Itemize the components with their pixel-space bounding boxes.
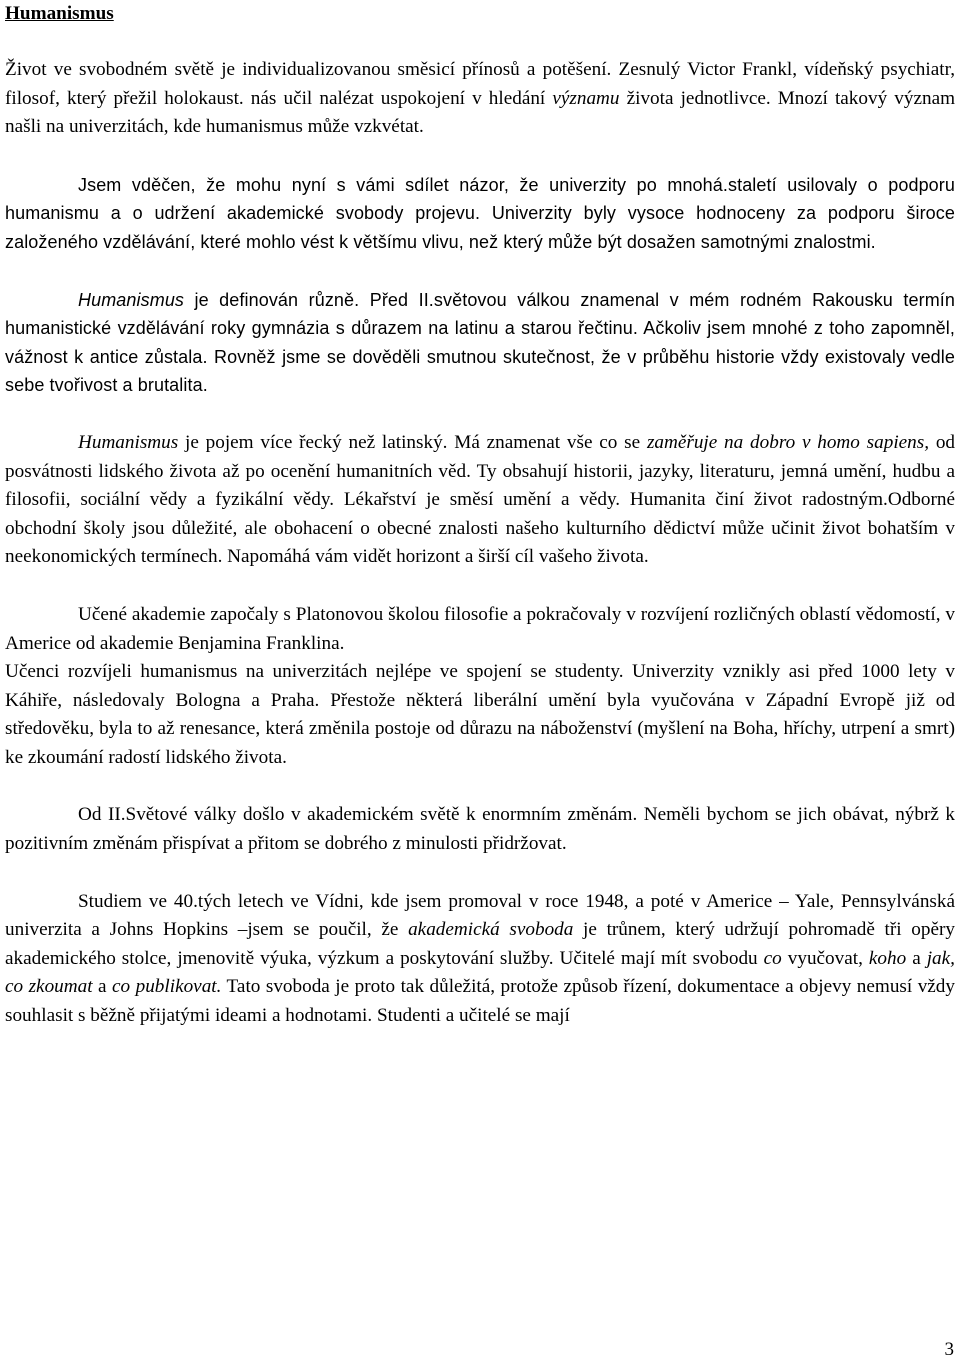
- italic-run: co publikovat.: [112, 976, 222, 998]
- paragraph-1: [5, 56, 955, 142]
- italic-run: významu: [552, 87, 620, 109]
- text-run: je pojem více řecký než latinský. Má znamenat vše co se: [178, 431, 647, 453]
- italic-run: akademická svoboda: [408, 919, 574, 941]
- text-run: a: [92, 976, 113, 998]
- paragraph-4: [5, 429, 955, 572]
- italic-run: jak, co zkoumat: [5, 947, 955, 998]
- paragraph-3: [5, 286, 955, 400]
- text-run: Tato svoboda je proto tak důležitá, protože způsob řízení, dokumentace a objevy nemusí vždy souhlasit s běžně přijatými ideami a hodnotami. Studenti a učitelé se mají: [5, 976, 955, 1027]
- paragraph-8: [5, 888, 955, 1031]
- text-run: je definován různě. Před II.světovou válkou znamenal v mém rodném Rakousku termín humanistické vzdělávání roky gymnázia s důrazem na latinu a starou řečtinu. Ačkoliv jsem mnohé z toho zapomněl, vážnost k antice zůstala. Rovněž jsme se dověděli smutnou skutečnost, že v průběhu historie vždy existovaly vedle sebe tvořivost a brutalita.: [5, 289, 955, 396]
- document-title: Humanismus: [5, 3, 114, 24]
- italic-run: Humanismus: [78, 431, 179, 453]
- text-run: od posvátnosti lidského života až po ocenění humanitních věd. Ty obsahují historii, jazyky, literaturu, jemná umění, hudbu a filosofii, sociální vědy a fyzikální vědy. Lékařství je směsí umění a vědy. Humanita činí život radostným.Odborné obchodní školy jsou důležité, ale obohacení o obecné znalosti našeho kulturního dědictví může učinit život bohatším v neekonomických termínech. Napomáhá vám vidět horizont a širší cíl vašeho života.: [5, 431, 956, 568]
- italic-run: co: [763, 947, 782, 969]
- paragraph-2: [5, 171, 955, 257]
- text-run: a: [906, 947, 927, 969]
- italic-run: koho: [868, 947, 907, 969]
- page-number: 3: [944, 1339, 954, 1360]
- paragraph-6: [5, 658, 955, 772]
- italic-run: Humanismus: [78, 289, 185, 310]
- text-run: Jsem vděčen, že mohu nyní s vámi sdílet názor, že univerzity po mnohá.staletí usilovaly o podporu humanismu a o udržení akademické svobody projevu. Univerzity byly vysoce hodnoceny za podporu široce založeného vzdělávání, které mohlo vést k většímu vlivu, než který může být dosažen samotnými znalostmi.: [5, 174, 955, 252]
- text-run: Učenci rozvíjeli humanismus na univerzitách nejlépe ve spojení se studenty. Univerzity vznikly asi před 1000 lety v Káhiře, následovaly Bologna a Praha. Přestože některá liberální umění byla vyučována v Západní Evropě již od středověku, byla to až renesance, která změnila postoje od důrazu na náboženství (myšlení na Boha, hříchy, utrpení a smrt) ke zkoumání radostí lidského života.: [5, 661, 955, 768]
- text-run: Život ve svobodném světě je individualizovanou směsicí přínosů a potěšení. Zesnulý Victor Frankl, vídeňský psychiatr, filosof, který přežil holokaust. nás učil nalézat uspokojení v hledání: [5, 59, 955, 109]
- italic-run: zaměřuje na dobro v homo sapiens,: [646, 431, 930, 453]
- paragraph-7: [5, 801, 955, 858]
- paragraph-5: [5, 601, 955, 658]
- text-run: vyučovat,: [781, 947, 869, 969]
- text-run: života jednotlivce. Mnozí takový význam našli na univerzitách, kde humanismus může vzkvétat.: [5, 87, 956, 138]
- text-run: Od II.Světové války došlo v akademickém světě k enormním změnám. Neměli bychom se jich obávat, nýbrž k pozitivním změnám přispívat a přitom se dobrého z minulosti přidržovat.: [5, 804, 955, 855]
- text-run: Studiem ve 40.tých letech ve Vídni, kde jsem promoval v roce 1948, a poté v Americe – Yale, Pennsylvánská univerzita a Johns Hopkins –jsem se poučil, že: [5, 890, 955, 941]
- text-run: je trůnem, který udržují pohromadě tři opěry akademického stolce, jmenovitě výuka, výzkum a poskytování služby. Učitelé mají mít svobodu: [5, 919, 955, 969]
- text-run: Učené akademie započaly s Platonovou školou filosofie a pokračovaly v rozvíjení rozličných oblastí vědomostí, v Americe od akademie Benjamina Franklina.: [5, 603, 955, 654]
- document-page: [5, 0, 955, 1031]
